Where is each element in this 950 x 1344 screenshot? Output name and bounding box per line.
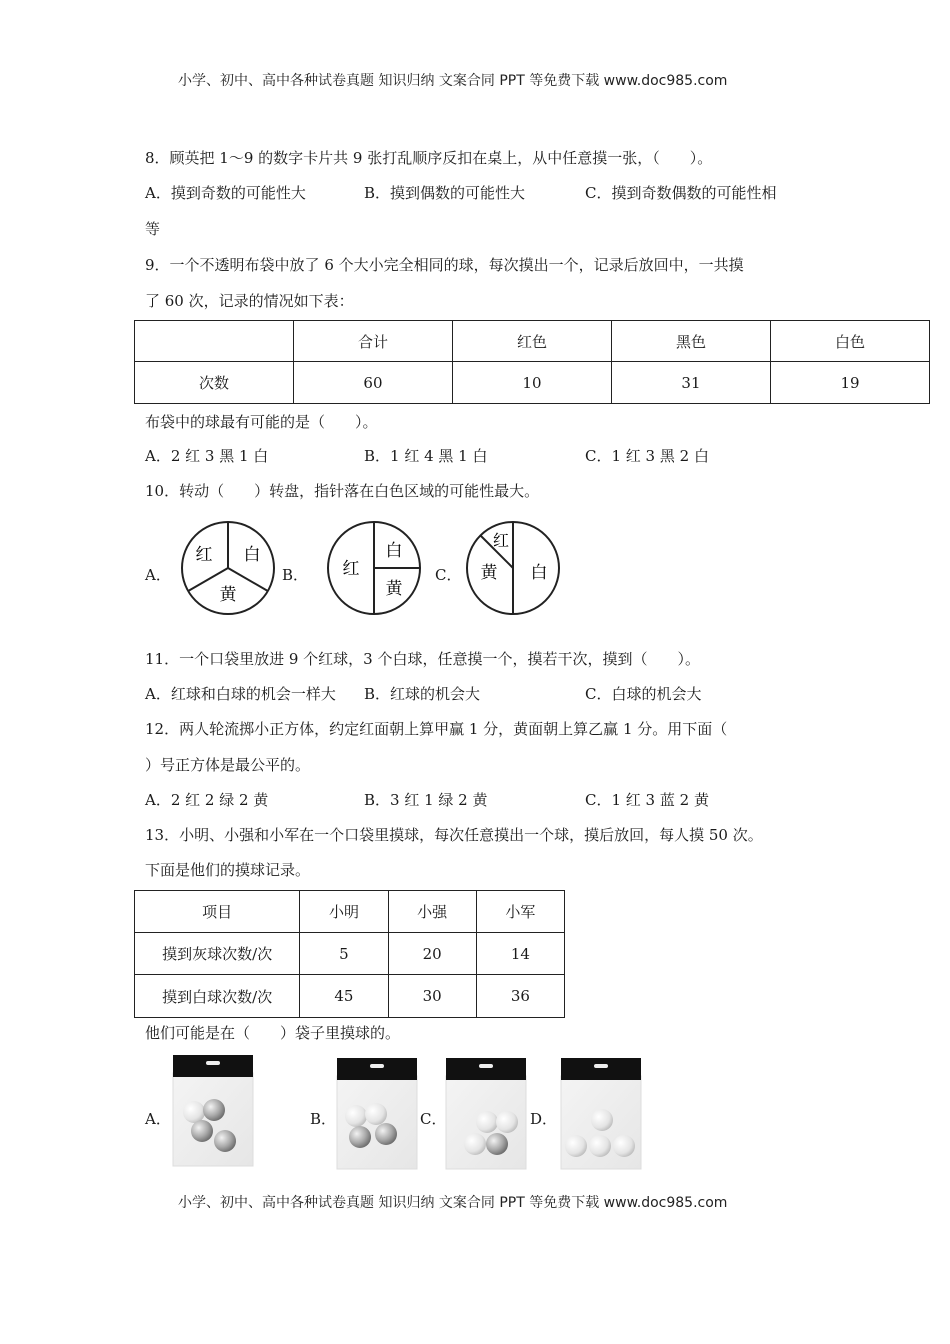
q13-table-cell: 摸到白球次数/次 bbox=[135, 975, 300, 1018]
q13-table-header-cell: 项目 bbox=[135, 891, 300, 933]
q10-stem: 10．转动（ ）转盘，指针落在白色区域的可能性最大。 bbox=[145, 482, 540, 500]
q8-option-c: C．摸到奇数偶数的可能性相 bbox=[585, 184, 777, 202]
q9-table-cell: 31 bbox=[611, 362, 770, 404]
q10-option-c-label: C． bbox=[435, 566, 462, 584]
bag-b bbox=[336, 1058, 418, 1170]
spinner-a-yellow-label: 黄 bbox=[219, 585, 237, 605]
q13-option-a-label: A． bbox=[145, 1110, 171, 1128]
q9-option-b: B．1 红 4 黑 1 白 bbox=[364, 447, 488, 465]
q9-table-cell: 19 bbox=[770, 362, 929, 404]
q8-option-b: B．摸到偶数的可能性大 bbox=[364, 184, 526, 202]
q12-option-c: C．1 红 3 蓝 2 黄 bbox=[585, 791, 709, 809]
q13-table-cell: 45 bbox=[300, 975, 388, 1018]
bag-b-ball bbox=[375, 1123, 397, 1145]
q10-option-a-label: A． bbox=[145, 566, 171, 584]
spinner-a-white-label: 白 bbox=[243, 545, 261, 565]
q11-stem: 11．一个口袋里放进 9 个红球，3 个白球，任意摸一个，摸若干次，摸到（ ）。 bbox=[145, 650, 700, 668]
spinner-c bbox=[465, 520, 561, 616]
q9-table-cell: 次数 bbox=[135, 362, 294, 404]
spinner-c-red-label: 红 bbox=[492, 531, 510, 550]
q11-option-b: B．红球的机会大 bbox=[364, 685, 481, 703]
page-footer: 小学、初中、高中各种试卷真题 知识归纳 文案合同 PPT 等免费下载 www.doc985.com bbox=[178, 1195, 728, 1211]
bag-d-ball bbox=[565, 1135, 587, 1157]
q12-option-a: A．2 红 2 绿 2 黄 bbox=[145, 791, 269, 809]
bag-d-ball bbox=[613, 1135, 635, 1157]
q10-option-b-label: B． bbox=[282, 566, 309, 584]
q11-option-a: A．红球和白球的机会一样大 bbox=[145, 685, 336, 703]
q13-table bbox=[134, 890, 565, 1018]
spinner-b-red-label: 红 bbox=[342, 559, 360, 579]
q13-table-row bbox=[135, 975, 565, 1018]
q11-option-c: C．白球的机会大 bbox=[585, 685, 702, 703]
bag-b-ball bbox=[365, 1103, 387, 1125]
q9-option-c: C．1 红 3 黑 2 白 bbox=[585, 447, 709, 465]
spinner-b bbox=[326, 520, 422, 616]
q8-stem: 8．顾英把 1～9 的数字卡片共 9 张打乱顺序反扣在桌上，从中任意摸一张，（ ）。 bbox=[145, 149, 713, 167]
q8-option-a: A．摸到奇数的可能性大 bbox=[145, 184, 306, 202]
bag-d-ball bbox=[591, 1109, 613, 1131]
bag-c-ball bbox=[496, 1111, 518, 1133]
bag-c-ball bbox=[464, 1133, 486, 1155]
bag-a bbox=[172, 1055, 254, 1167]
bag-d-ball bbox=[589, 1135, 611, 1157]
q9-table-header-row bbox=[135, 321, 930, 362]
q13-table-cell: 摸到灰球次数/次 bbox=[135, 933, 300, 975]
spinner-c-white-label: 白 bbox=[530, 563, 548, 583]
q9-table-header-cell: 合计 bbox=[293, 321, 452, 362]
q9-option-a: A．2 红 3 黑 1 白 bbox=[145, 447, 269, 465]
q9-table-header-cell: 红色 bbox=[452, 321, 611, 362]
bag-b-ball bbox=[349, 1126, 371, 1148]
q12-stem-line1: 12．两人轮流掷小正方体，约定红面朝上算甲赢 1 分，黄面朝上算乙赢 1 分。用下面（ bbox=[145, 720, 728, 738]
bag-a-ball bbox=[203, 1099, 225, 1121]
q9-stem-line1: 9．一个不透明布袋中放了 6 个大小完全相同的球，每次摸出一个，记录后放回中，一共摸 bbox=[145, 256, 744, 274]
q13-table-cell: 14 bbox=[476, 933, 564, 975]
q13-table-header-cell: 小军 bbox=[476, 891, 564, 933]
q13-table-cell: 20 bbox=[388, 933, 476, 975]
q13-question: 他们可能是在（ ）袋子里摸球的。 bbox=[145, 1024, 401, 1042]
q13-option-d-label: D． bbox=[530, 1110, 558, 1128]
spinner-b-white-label: 白 bbox=[385, 541, 403, 561]
q12-stem-line2: ）号正方体是最公平的。 bbox=[145, 756, 311, 774]
q9-question: 布袋中的球最有可能的是（ ）。 bbox=[145, 413, 378, 431]
bag-b-ball bbox=[345, 1105, 367, 1127]
q9-table-header-cell bbox=[135, 321, 294, 362]
q9-table-header-cell: 黑色 bbox=[611, 321, 770, 362]
q13-table-header-cell: 小明 bbox=[300, 891, 388, 933]
q13-table-cell: 5 bbox=[300, 933, 388, 975]
q9-table-cell: 60 bbox=[293, 362, 452, 404]
q9-stem-line2: 了 60 次，记录的情况如下表： bbox=[145, 292, 354, 310]
q9-table-row bbox=[135, 362, 930, 404]
q9-table bbox=[134, 320, 930, 404]
q12-option-b: B．3 红 1 绿 2 黄 bbox=[364, 791, 488, 809]
q13-stem-line1: 13．小明、小强和小军在一个口袋里摸球，每次任意摸出一个球，摸后放回，每人摸 50 次。 bbox=[145, 826, 763, 844]
q13-table-cell: 30 bbox=[388, 975, 476, 1018]
q13-table-header-cell: 小强 bbox=[388, 891, 476, 933]
q9-table-cell: 10 bbox=[452, 362, 611, 404]
q13-stem-line2: 下面是他们的摸球记录。 bbox=[145, 861, 311, 879]
spinner-b-yellow-label: 黄 bbox=[385, 579, 403, 599]
spinner-a bbox=[180, 520, 276, 616]
q8-option-c-continued: 等 bbox=[145, 220, 161, 238]
bag-c-ball bbox=[476, 1111, 498, 1133]
bag-c-ball bbox=[486, 1133, 508, 1155]
q13-table-row bbox=[135, 933, 565, 975]
q9-table-header-cell: 白色 bbox=[770, 321, 929, 362]
q13-option-c-label: C． bbox=[420, 1110, 447, 1128]
spinner-c-yellow-label: 黄 bbox=[480, 563, 498, 583]
bag-c bbox=[445, 1058, 527, 1170]
q13-table-cell: 36 bbox=[476, 975, 564, 1018]
bag-a-ball bbox=[214, 1130, 236, 1152]
spinner-a-red-label: 红 bbox=[195, 545, 213, 565]
bag-d bbox=[560, 1058, 642, 1170]
q13-option-b-label: B． bbox=[310, 1110, 337, 1128]
bag-a-ball bbox=[183, 1101, 205, 1123]
page-header: 小学、初中、高中各种试卷真题 知识归纳 文案合同 PPT 等免费下载 www.doc985.com bbox=[178, 73, 728, 89]
bag-a-ball bbox=[191, 1120, 213, 1142]
q13-table-header-row bbox=[135, 891, 565, 933]
